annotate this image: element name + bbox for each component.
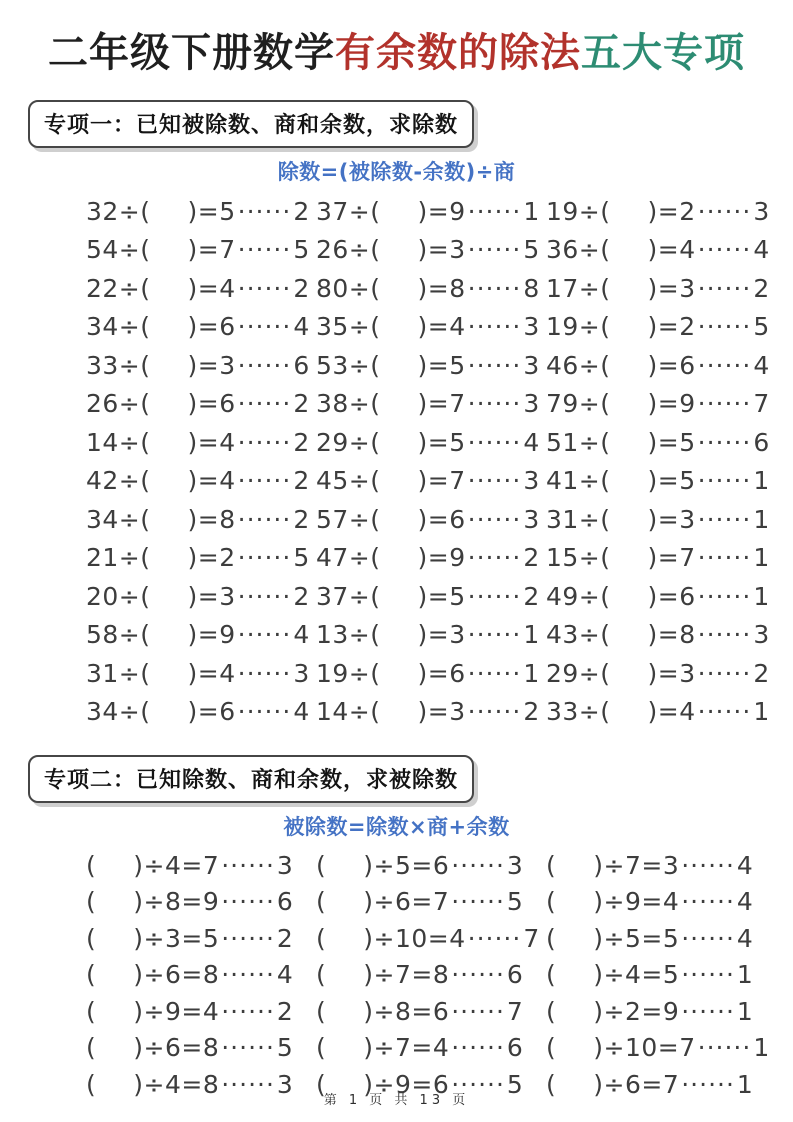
section-formula: 被除数=除数×商+余数	[283, 815, 510, 839]
equation-find-divisor: 45÷( )=7······3	[316, 466, 540, 496]
remainder-dots: ······	[467, 543, 522, 573]
equation-find-dividend: ( )÷7=8······6	[316, 960, 524, 990]
remainder-dots: ······	[681, 1069, 735, 1099]
equation-find-divisor: 29÷( )=3······2	[546, 658, 770, 688]
equation-find-divisor: 26÷( )=6······2	[86, 389, 310, 419]
equation-find-divisor: 22÷( )=4······2	[86, 273, 310, 303]
section-formula: 除数=(被除数-余数)÷商	[277, 160, 516, 184]
problem-row	[86, 957, 793, 994]
equation-find-divisor: 38÷( )=7······3	[316, 389, 540, 419]
equation-find-divisor: 26÷( )=3······5	[316, 235, 540, 265]
title-segment: 二年级下册数学	[48, 29, 335, 76]
problem-row	[86, 346, 793, 385]
remainder-dots: ······	[451, 1033, 505, 1063]
equation-find-divisor: 51÷( )=5······6	[546, 427, 770, 457]
remainder-dots: ······	[467, 620, 522, 650]
section	[0, 76, 793, 731]
remainder-dots: ······	[697, 620, 752, 650]
equation-find-divisor: 43÷( )=8······3	[546, 620, 770, 650]
problem-row	[86, 1030, 793, 1067]
remainder-dots: ······	[221, 1069, 275, 1099]
remainder-dots: ······	[681, 850, 735, 880]
equation-find-dividend: ( )÷7=3······4	[546, 850, 754, 880]
remainder-dots: ······	[697, 697, 752, 727]
equation-find-divisor: 47÷( )=9······2	[316, 543, 540, 573]
equation-find-divisor: 14÷( )=4······2	[86, 427, 310, 457]
remainder-dots: ······	[697, 350, 752, 380]
remainder-dots: ······	[467, 658, 522, 688]
equation-find-divisor: 19÷( )=2······5	[546, 312, 770, 342]
remainder-dots: ······	[221, 1033, 275, 1063]
equation-find-divisor: 31÷( )=3······1	[546, 504, 770, 534]
equation-find-divisor: 54÷( )=7······5	[86, 235, 310, 265]
remainder-dots: ······	[467, 466, 522, 496]
equation-find-divisor: 34÷( )=8······2	[86, 504, 310, 534]
remainder-dots: ······	[467, 389, 522, 419]
page-footer: 第 1 页 共 13 页	[323, 1093, 470, 1108]
section-heading-box	[28, 755, 474, 803]
remainder-dots: ······	[467, 504, 522, 534]
equation-find-divisor: 58÷( )=9······4	[86, 620, 310, 650]
remainder-dots: ······	[697, 196, 752, 226]
equation-find-dividend: ( )÷6=8······5	[86, 1033, 294, 1063]
remainder-dots: ······	[451, 850, 505, 880]
problem-row	[86, 654, 793, 693]
problem-row	[86, 693, 793, 732]
equation-find-divisor: 13÷( )=3······1	[316, 620, 540, 650]
remainder-dots: ······	[467, 196, 522, 226]
equation-find-dividend: ( )÷10=4······7	[316, 923, 540, 953]
remainder-dots: ······	[697, 312, 752, 342]
problem-grid	[86, 847, 793, 1103]
remainder-dots: ······	[697, 581, 752, 611]
remainder-dots: ······	[237, 350, 292, 380]
equation-find-dividend: ( )÷8=9······6	[86, 887, 294, 917]
equation-find-dividend: ( )÷8=6······7	[316, 996, 524, 1026]
remainder-dots: ······	[237, 427, 292, 457]
remainder-dots: ······	[467, 581, 522, 611]
equation-find-dividend: ( )÷6=8······4	[86, 960, 294, 990]
remainder-dots: ······	[467, 312, 522, 342]
equation-find-divisor: 79÷( )=9······7	[546, 389, 770, 419]
page-title	[0, 30, 793, 76]
problem-row	[86, 920, 793, 957]
remainder-dots: ······	[237, 389, 292, 419]
equation-find-dividend: ( )÷7=4······6	[316, 1033, 524, 1063]
equation-find-dividend: ( )÷9=4······2	[86, 996, 294, 1026]
equation-find-divisor: 31÷( )=4······3	[86, 658, 310, 688]
equation-find-divisor: 21÷( )=2······5	[86, 543, 310, 573]
remainder-dots: ······	[237, 620, 292, 650]
equation-find-dividend: ( )÷4=8······3	[86, 1069, 294, 1099]
equation-find-divisor: 49÷( )=6······1	[546, 581, 770, 611]
remainder-dots: ······	[221, 960, 275, 990]
problem-row	[86, 269, 793, 308]
remainder-dots: ······	[681, 996, 735, 1026]
problem-row	[86, 423, 793, 462]
remainder-dots: ······	[451, 887, 505, 917]
section-heading: 专项二：已知除数、商和余数，求被除数	[44, 768, 459, 793]
problem-row	[86, 884, 793, 921]
problem-grid	[86, 192, 793, 731]
remainder-dots: ······	[697, 1033, 752, 1063]
remainder-dots: ······	[221, 996, 275, 1026]
equation-find-divisor: 34÷( )=6······4	[86, 697, 310, 727]
remainder-dots: ······	[221, 923, 275, 953]
remainder-dots: ······	[467, 697, 522, 727]
equation-find-dividend: ( )÷6=7······5	[316, 887, 524, 917]
remainder-dots: ······	[237, 581, 292, 611]
section-heading-box	[28, 100, 474, 148]
remainder-dots: ······	[237, 312, 292, 342]
problem-row	[86, 385, 793, 424]
problem-row	[86, 539, 793, 578]
remainder-dots: ······	[697, 658, 752, 688]
remainder-dots: ······	[681, 960, 735, 990]
remainder-dots: ······	[467, 235, 522, 265]
problem-row	[86, 616, 793, 655]
equation-find-dividend: ( )÷9=6······5	[316, 1069, 524, 1099]
remainder-dots: ······	[221, 887, 275, 917]
remainder-dots: ······	[451, 1069, 505, 1099]
equation-find-divisor: 37÷( )=9······1	[316, 196, 540, 226]
problem-row	[86, 500, 793, 539]
remainder-dots: ······	[697, 543, 752, 573]
equation-find-divisor: 29÷( )=5······4	[316, 427, 540, 457]
remainder-dots: ······	[681, 923, 735, 953]
equation-find-dividend: ( )÷2=9······1	[546, 996, 754, 1026]
equation-find-dividend: ( )÷5=5······4	[546, 923, 754, 953]
equation-find-dividend: ( )÷10=7······1	[546, 1033, 770, 1063]
remainder-dots: ······	[451, 960, 505, 990]
equation-find-divisor: 17÷( )=3······2	[546, 273, 770, 303]
remainder-dots: ······	[467, 350, 522, 380]
remainder-dots: ······	[237, 235, 292, 265]
remainder-dots: ······	[697, 466, 752, 496]
equation-find-divisor: 33÷( )=3······6	[86, 350, 310, 380]
remainder-dots: ······	[237, 196, 292, 226]
equation-find-dividend: ( )÷5=6······3	[316, 850, 524, 880]
remainder-dots: ······	[237, 504, 292, 534]
equation-find-divisor: 41÷( )=5······1	[546, 466, 770, 496]
section-heading: 专项一：已知被除数、商和余数，求除数	[44, 113, 459, 138]
remainder-dots: ······	[237, 697, 292, 727]
equation-find-divisor: 46÷( )=6······4	[546, 350, 770, 380]
equation-find-divisor: 34÷( )=6······4	[86, 312, 310, 342]
remainder-dots: ······	[697, 389, 752, 419]
equation-find-divisor: 37÷( )=5······2	[316, 581, 540, 611]
equation-find-divisor: 42÷( )=4······2	[86, 466, 310, 496]
remainder-dots: ······	[697, 427, 752, 457]
remainder-dots: ······	[451, 996, 505, 1026]
problem-row	[86, 192, 793, 231]
equation-find-divisor: 32÷( )=5······2	[86, 196, 310, 226]
equation-find-dividend: ( )÷4=5······1	[546, 960, 754, 990]
remainder-dots: ······	[237, 273, 292, 303]
equation-find-divisor: 53÷( )=5······3	[316, 350, 540, 380]
problem-row	[86, 231, 793, 270]
problem-row	[86, 308, 793, 347]
remainder-dots: ······	[467, 923, 522, 953]
equation-find-divisor: 19÷( )=6······1	[316, 658, 540, 688]
equation-find-dividend: ( )÷4=7······3	[86, 850, 294, 880]
remainder-dots: ······	[221, 850, 275, 880]
remainder-dots: ······	[681, 887, 735, 917]
equation-find-divisor: 35÷( )=4······3	[316, 312, 540, 342]
equation-find-divisor: 20÷( )=3······2	[86, 581, 310, 611]
remainder-dots: ······	[697, 504, 752, 534]
remainder-dots: ······	[697, 273, 752, 303]
equation-find-divisor: 14÷( )=3······2	[316, 697, 540, 727]
remainder-dots: ······	[467, 427, 522, 457]
problem-row	[86, 577, 793, 616]
equation-find-dividend: ( )÷9=4······4	[546, 887, 754, 917]
title-segment: 五大专项	[581, 29, 745, 76]
equation-find-divisor: 19÷( )=2······3	[546, 196, 770, 226]
remainder-dots: ······	[237, 658, 292, 688]
remainder-dots: ······	[697, 235, 752, 265]
equation-find-divisor: 80÷( )=8······8	[316, 273, 540, 303]
equation-find-divisor: 33÷( )=4······1	[546, 697, 770, 727]
title-segment: 有余数的除法	[335, 29, 581, 76]
remainder-dots: ······	[237, 543, 292, 573]
section	[0, 731, 793, 1103]
remainder-dots: ······	[467, 273, 522, 303]
problem-row	[86, 462, 793, 501]
equation-find-dividend: ( )÷6=7······1	[546, 1069, 754, 1099]
equation-find-dividend: ( )÷3=5······2	[86, 923, 294, 953]
equation-find-divisor: 15÷( )=7······1	[546, 543, 770, 573]
equation-find-divisor: 36÷( )=4······4	[546, 235, 770, 265]
remainder-dots: ······	[237, 466, 292, 496]
problem-row	[86, 993, 793, 1030]
equation-find-divisor: 57÷( )=6······3	[316, 504, 540, 534]
problem-row	[86, 847, 793, 884]
